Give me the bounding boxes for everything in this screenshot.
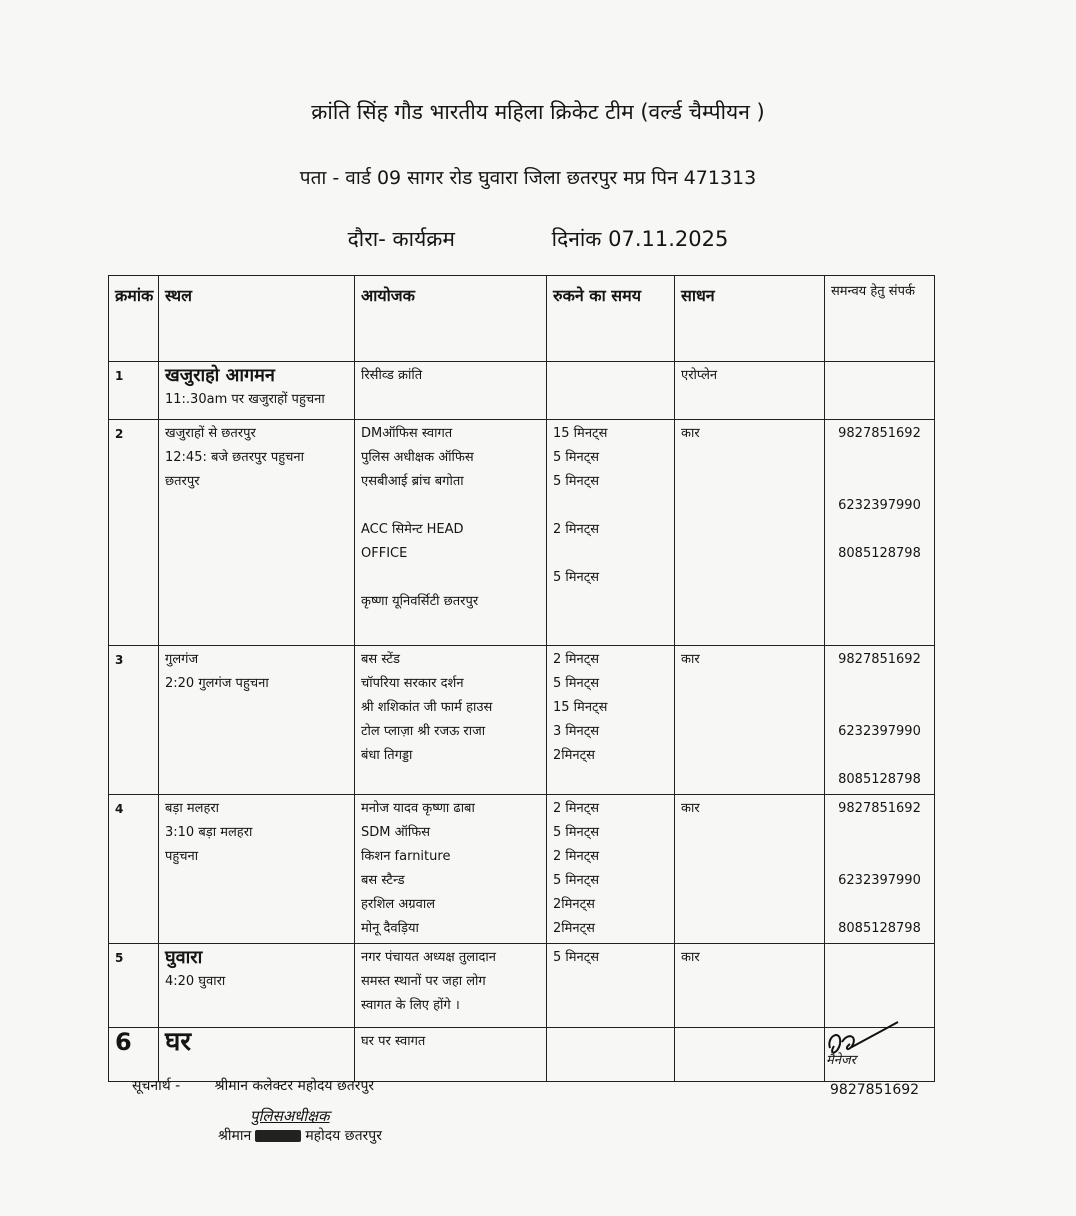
recipient-prefix: श्रीमान	[218, 1128, 252, 1144]
table-row	[109, 1028, 943, 1082]
place-line: 12:45: बजे छतरपुर पहुचना	[165, 450, 304, 465]
header-place: स्थल	[159, 276, 355, 362]
table-row	[109, 420, 943, 646]
halt-line: 2 मिनट्स	[553, 522, 600, 537]
table-row	[109, 646, 943, 795]
cell-serial: 6	[109, 1028, 159, 1082]
cell-organizer	[355, 362, 547, 420]
cell-serial: 5	[109, 944, 159, 1028]
halt-line: 15 मिनट्स	[553, 700, 608, 715]
organizer-line: एसबीआई ब्रांच बगोता	[361, 474, 464, 489]
table-header-row	[109, 276, 943, 362]
contacts-line: 8085128798	[838, 546, 921, 561]
contacts-line	[831, 446, 928, 470]
organizer-line: किशन farniture	[361, 849, 451, 864]
cell-contact	[825, 646, 935, 795]
place-line: 11:.30am पर खजुराहों पहुचना	[165, 392, 325, 407]
halt-line: 2मिनट्स	[553, 748, 595, 763]
header-halt-time: रुकने का समय	[547, 276, 675, 362]
cell-halt-time	[547, 420, 675, 646]
footer-info	[132, 1076, 374, 1095]
cell-halt-time	[547, 646, 675, 795]
halt-line: 2 मिनट्स	[553, 652, 600, 667]
organizer-line	[361, 494, 540, 518]
halt-line: 2मिनट्स	[553, 921, 595, 936]
organizer-line: OFFICE	[361, 546, 408, 561]
contacts-line: 9827851692	[838, 801, 921, 816]
cell-transport: कार	[675, 944, 825, 1028]
place-line: गुलगंज	[165, 652, 199, 667]
halt-line: 5 मिनट्स	[553, 474, 600, 489]
cell-transport: एरोप्लेन	[675, 362, 825, 420]
organizer-line: बस स्टेंड	[361, 652, 400, 667]
cell-contact	[825, 944, 935, 1028]
contacts-line	[831, 893, 928, 917]
organizer-line: ACC सिमेन्ट HEAD	[361, 522, 464, 537]
cell-serial: 1	[109, 362, 159, 420]
cell-organizer	[355, 795, 547, 944]
tour-label: दौरा- कार्यक्रम	[347, 227, 455, 251]
table-row	[109, 944, 943, 1028]
contacts-line: 8085128798	[838, 921, 921, 936]
place-line: पहुचना	[165, 849, 199, 864]
cell-organizer	[355, 1028, 547, 1082]
halt-line	[553, 494, 668, 518]
place-line: खजुराहो आगमन	[165, 365, 275, 386]
contacts-line: 6232397990	[838, 498, 921, 513]
header-contact: समन्वय हेतु संपर्क	[825, 276, 935, 362]
header-transport: साधन	[675, 276, 825, 362]
header-organizer: आयोजक	[355, 276, 547, 362]
cell-transport	[675, 1028, 825, 1082]
contacts-line	[831, 470, 928, 494]
organizer-line: श्री शशिकांत जी फार्म हाउस	[361, 700, 493, 715]
manager-label: मैनेजर	[826, 1053, 856, 1068]
redaction-mark	[255, 1130, 301, 1142]
place-line: खजुराहों से छतरपुर	[165, 426, 256, 441]
halt-line: 5 मिनट्स	[553, 825, 600, 840]
cell-organizer	[355, 420, 547, 646]
organizer-line: मनोज यादव कृष्णा ढाबा	[361, 801, 475, 816]
manager-phone: 9827851692	[830, 1082, 920, 1098]
contacts-line: 9827851692	[838, 426, 921, 441]
organizer-line	[361, 566, 540, 590]
info-recipient-2	[218, 1126, 382, 1145]
halt-line: 2 मिनट्स	[553, 849, 600, 864]
cell-place	[159, 420, 355, 646]
halt-line: 5 मिनट्स	[553, 676, 600, 691]
contacts-line	[831, 672, 928, 696]
contacts-line	[831, 744, 928, 768]
header-serial: क्रमांक	[109, 276, 159, 362]
place-line: 2:20 गुलगंज पहुचना	[165, 676, 269, 691]
cell-place	[159, 944, 355, 1028]
halt-line: 15 मिनट्स	[553, 426, 608, 441]
cell-place	[159, 362, 355, 420]
table-row	[109, 795, 943, 944]
cell-organizer	[355, 646, 547, 795]
cell-contact	[825, 362, 935, 420]
organizer-line: बस स्टैन्ड	[361, 873, 405, 888]
organizer-line: SDM ऑफिस	[361, 825, 431, 840]
organizer-line: चॉपरिया सरकार दर्शन	[361, 676, 464, 691]
halt-line: 5 मिनट्स	[553, 873, 600, 888]
date-label: दिनांक 07.11.2025	[551, 227, 729, 251]
cell-serial: 2	[109, 420, 159, 646]
cell-place	[159, 795, 355, 944]
place-line: 4:20 घुवारा	[165, 974, 226, 989]
cell-transport: कार	[675, 646, 825, 795]
contacts-line	[831, 696, 928, 720]
place-line: छतरपुर	[165, 474, 200, 489]
organizer-line: कृष्णा यूनिवर्सिटी छतरपुर	[361, 594, 479, 609]
halt-line: 5 मिनट्स	[553, 950, 600, 965]
place-line: 3:10 बड़ा मलहरा	[165, 825, 253, 840]
table-row	[109, 362, 943, 420]
organizer-line: नगर पंचायत अध्यक्ष तुलादान	[361, 950, 496, 965]
address-line: पता - वार्ड 09 सागर रोड घुवारा जिला छतरपुर मप्र पिन 471313	[299, 167, 757, 189]
tour-line	[0, 225, 1076, 253]
contacts-line: 6232397990	[838, 873, 921, 888]
organizer-line: रिसीव्ड क्रांति	[361, 368, 423, 383]
organizer-line: मोनू दैवड़िया	[361, 921, 419, 936]
organizer-line: बंधा तिगड्डा	[361, 748, 413, 763]
cell-contact	[825, 420, 935, 646]
place-line: घुवारा	[165, 947, 203, 968]
cell-serial: 4	[109, 795, 159, 944]
cell-contact	[825, 795, 935, 944]
police-handwritten-note: पुलिसअधीक्षक	[250, 1107, 330, 1125]
cell-place	[159, 646, 355, 795]
contacts-line: 8085128798	[838, 772, 921, 787]
place-line: बड़ा मलहरा	[165, 801, 220, 816]
cell-halt-time	[547, 1028, 675, 1082]
organizer-line: हरशिल अग्रवाल	[361, 897, 436, 912]
organizer-line: DMऑफिस स्वागत	[361, 426, 453, 441]
halt-line	[553, 542, 668, 566]
contacts-line	[831, 845, 928, 869]
halt-line: 2 मिनट्स	[553, 801, 600, 816]
organizer-line: घर पर स्वागत	[361, 1034, 426, 1049]
cell-organizer	[355, 944, 547, 1028]
document-title: क्रांति सिंह गौड भारतीय महिला क्रिकेट टीम (वर्ल्ड चैम्पीयन )	[311, 100, 765, 124]
contacts-line: 6232397990	[838, 724, 921, 739]
cell-halt-time	[547, 944, 675, 1028]
organizer-line: टोल प्लाज़ा श्री रजऊ राजा	[361, 724, 486, 739]
cell-transport: कार	[675, 420, 825, 646]
cell-transport: कार	[675, 795, 825, 944]
contacts-line	[831, 518, 928, 542]
contacts-line	[831, 821, 928, 845]
info-label: सूचनार्थ -	[132, 1078, 181, 1094]
halt-line: 3 मिनट्स	[553, 724, 600, 739]
info-recipient: श्रीमान कलेक्टर महोदय छतरपुर	[214, 1078, 375, 1094]
halt-line: 2मिनट्स	[553, 897, 595, 912]
schedule-table	[108, 275, 943, 1082]
cell-serial: 3	[109, 646, 159, 795]
organizer-line: पुलिस अधीक्षक ऑफिस	[361, 450, 474, 465]
cell-halt-time	[547, 795, 675, 944]
halt-line: 5 मिनट्स	[553, 570, 600, 585]
recipient-suffix: महोदय छतरपुर	[305, 1128, 382, 1144]
contacts-line: 9827851692	[838, 652, 921, 667]
cell-halt-time	[547, 362, 675, 420]
place-line: घर	[165, 1027, 192, 1057]
organizer-line: समस्त स्थानों पर जहा लोग	[361, 974, 486, 989]
organizer-line: स्वागत के लिए होंगे ।	[361, 998, 460, 1013]
cell-place	[159, 1028, 355, 1082]
halt-line: 5 मिनट्स	[553, 450, 600, 465]
